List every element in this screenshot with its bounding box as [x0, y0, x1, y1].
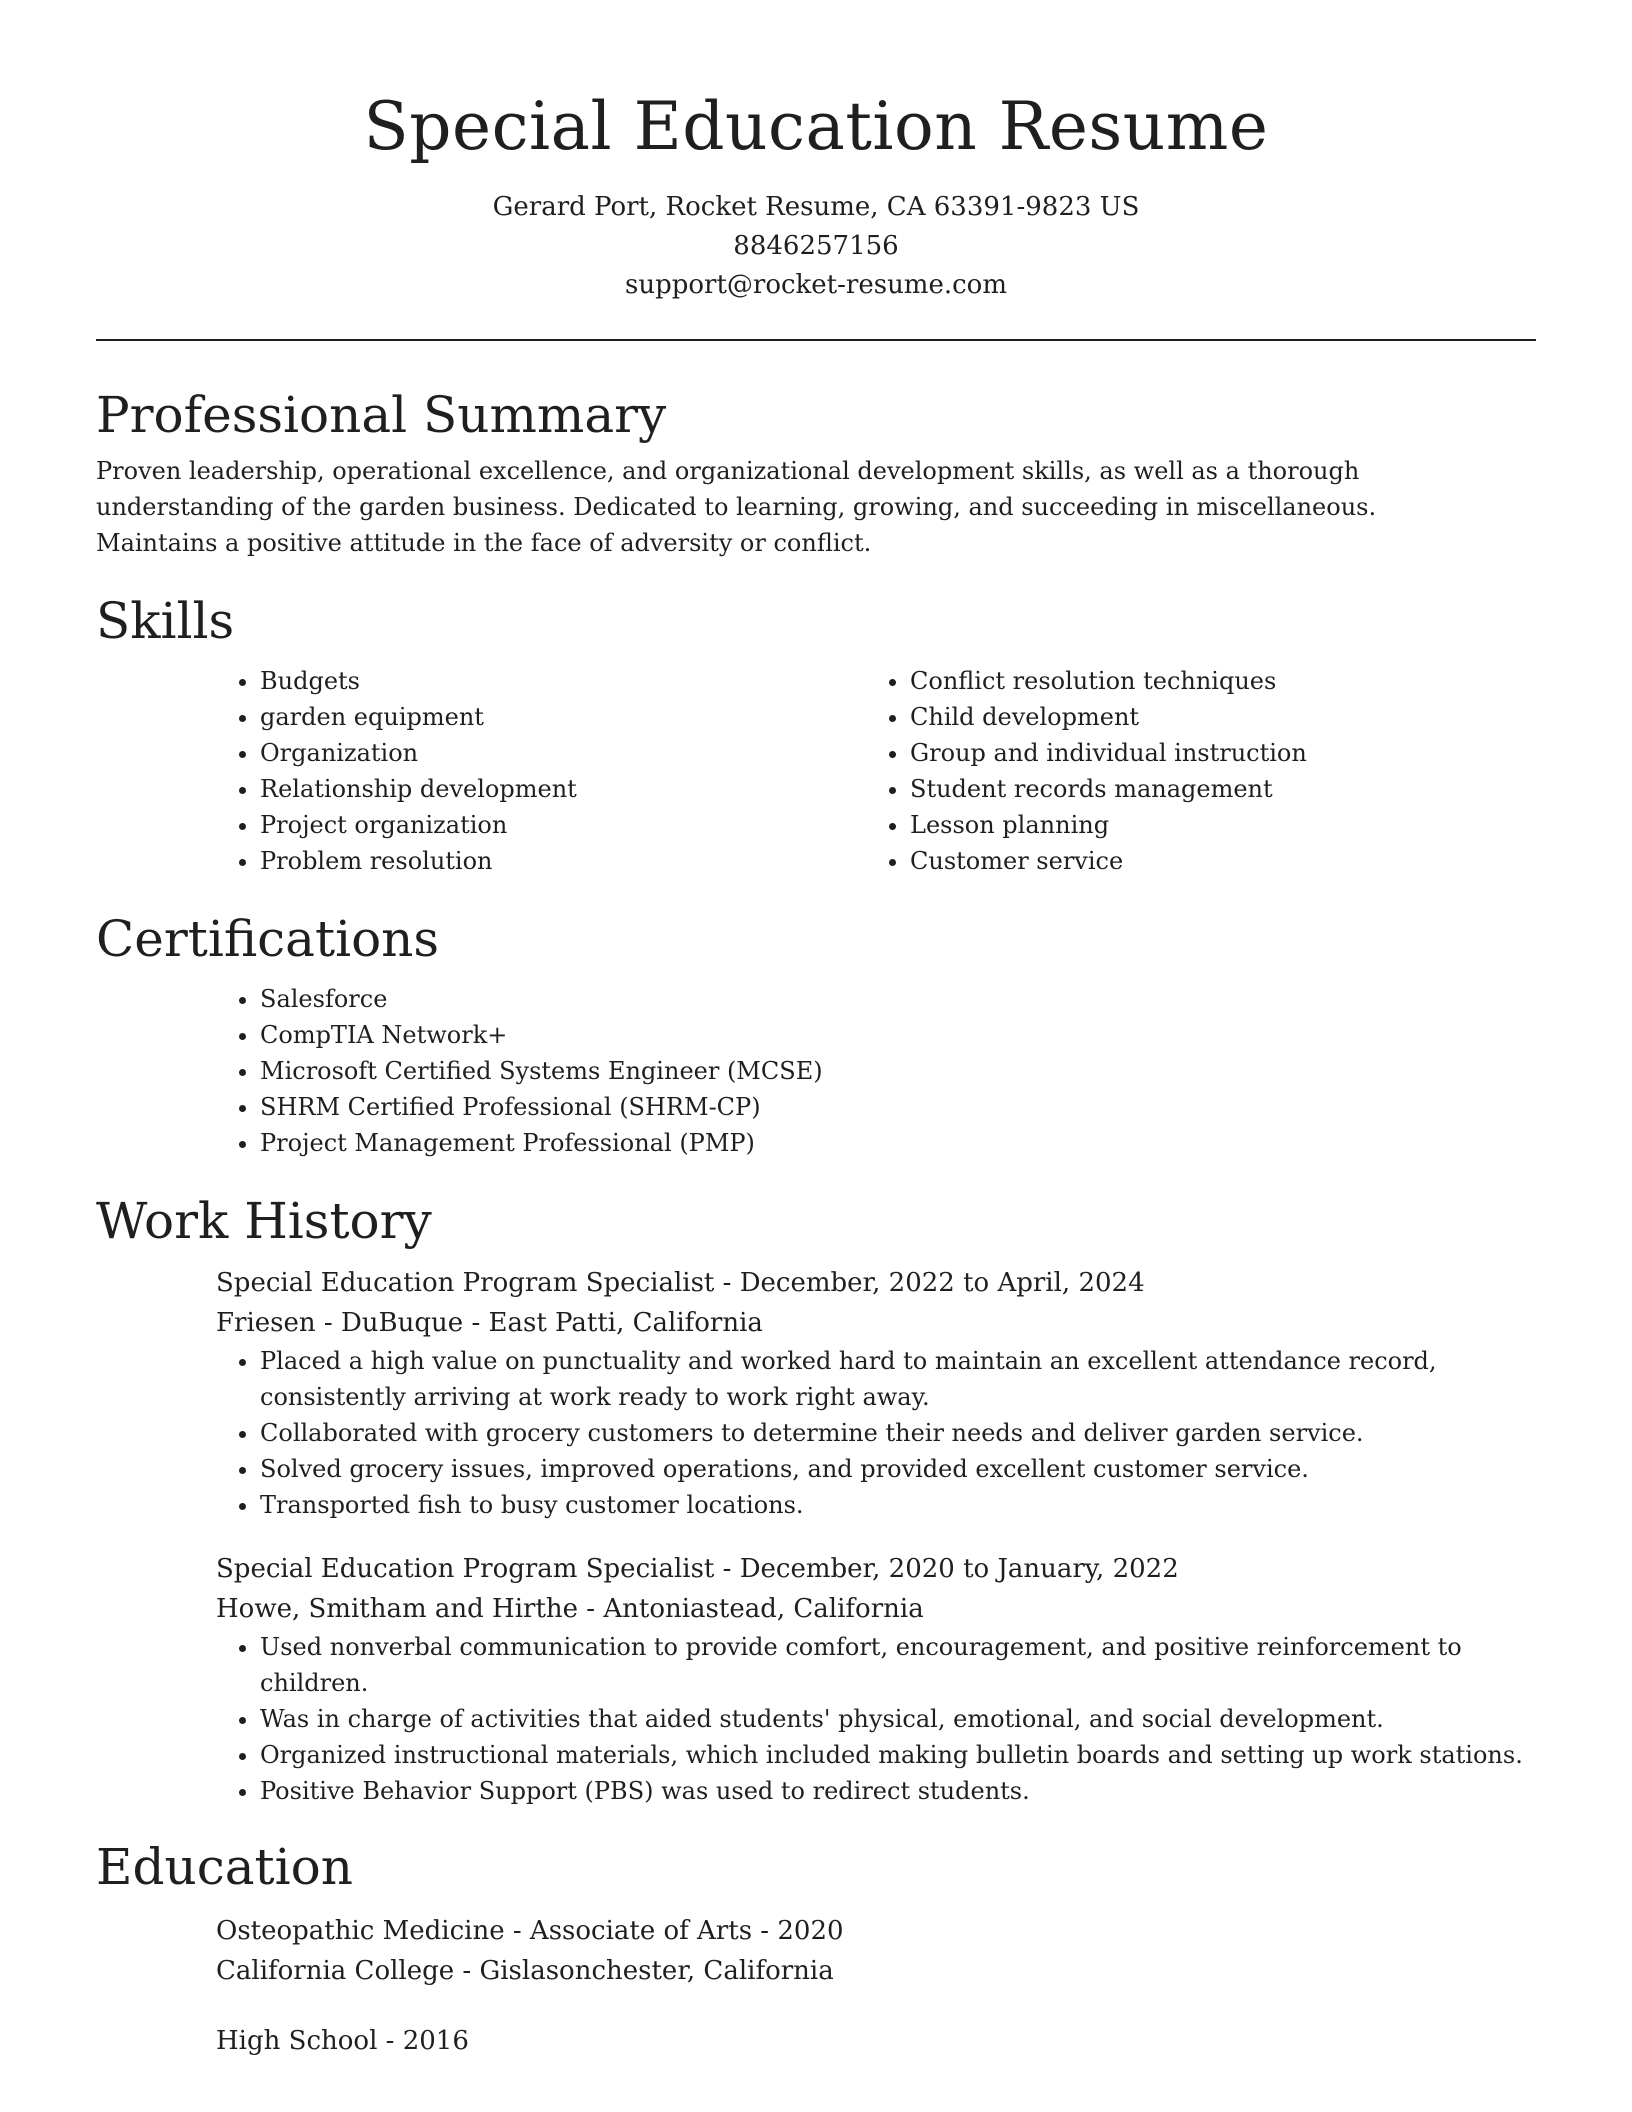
job-company: Howe, Smitham and Hirthe — [216, 1594, 579, 1624]
summary-heading: Professional Summary — [96, 386, 667, 444]
list-item: • Organization — [260, 735, 866, 771]
job-title-line — [216, 1549, 1536, 1589]
list-item: • Lesson planning — [910, 807, 1516, 843]
education-school-line: California College - Gislasonchester, California — [216, 1956, 834, 1986]
list-item: • Relationship development — [260, 771, 866, 807]
list-item: • Group and individual instruction — [910, 735, 1516, 771]
education-entry — [216, 1911, 1536, 1991]
list-item: • Collaborated with grocery customers to determine their needs and deliver garden service. — [260, 1415, 1536, 1451]
job-location: - East Patti, California — [463, 1308, 763, 1338]
list-item: • Positive Behavior Support (PBS) was used to redirect students. — [260, 1773, 1536, 1809]
list-item: • Placed a high value on punctuality and worked hard to maintain an excellent attendance record, consistently arriving at work ready to work right away. — [260, 1343, 1536, 1415]
education-body — [216, 1911, 1536, 2061]
contact-address: Gerard Port, Rocket Resume, CA 63391-9823 US — [492, 192, 1140, 222]
job-dates: - December, 2020 to January, 2022 — [714, 1554, 1179, 1584]
job-location: - Antoniastead, California — [578, 1594, 924, 1624]
job-title: Special Education Program Specialist — [216, 1268, 715, 1298]
work-history-section — [96, 1189, 1536, 1809]
job-title: Special Education Program Specialist — [216, 1554, 715, 1584]
certifications-body — [216, 981, 1536, 1161]
list-item: • SHRM Certified Professional (SHRM-CP) — [260, 1089, 1536, 1125]
job-title-line — [216, 1263, 1536, 1303]
job-bullets — [216, 1629, 1536, 1809]
list-item: • Solved grocery issues, improved operations, and provided excellent customer service. — [260, 1451, 1536, 1487]
job-company-line — [216, 1303, 1536, 1343]
job-company-line — [216, 1589, 1536, 1629]
list-item: • Customer service — [910, 843, 1516, 879]
skills-column-right — [866, 663, 1516, 879]
skills-section — [96, 589, 1536, 879]
contact-email: support@rocket-resume.com — [624, 270, 1007, 300]
work-history-heading: Work History — [96, 1192, 432, 1250]
job-bullets — [216, 1343, 1536, 1523]
contact-phone: 8846257156 — [733, 231, 899, 261]
list-item: • Student records management — [910, 771, 1516, 807]
skills-columns — [216, 663, 1536, 879]
list-item: • Problem resolution — [260, 843, 866, 879]
resume-header — [96, 0, 1536, 305]
job-company: Friesen - DuBuque — [216, 1308, 464, 1338]
education-degree-line: Osteopathic Medicine - Associate of Arts - 2020 — [216, 1916, 844, 1946]
job-entry — [216, 1263, 1536, 1523]
document-title: Special Education Resume — [363, 88, 1269, 165]
list-item: • Microsoft Certified Systems Engineer (MCSE) — [260, 1053, 1536, 1089]
list-item: • Project organization — [260, 807, 866, 843]
list-item: • Was in charge of activities that aided students' physical, emotional, and social development. — [260, 1701, 1536, 1737]
list-item: • garden equipment — [260, 699, 866, 735]
summary-text: Proven leadership, operational excellence, and organizational development skills, as well as a thorough understanding of the garden business. Dedicated to learning, growing, and succeeding in miscellaneous. Maintains a positive attitude in the face of adversity or conflict. — [96, 457, 1377, 557]
skills-list-right — [866, 663, 1516, 879]
skills-heading: Skills — [96, 592, 235, 650]
header-divider — [96, 339, 1536, 341]
summary-section — [96, 383, 1536, 561]
education-heading: Education — [96, 1838, 353, 1896]
certifications-heading: Certifications — [96, 910, 440, 968]
list-item: • Salesforce — [260, 981, 1536, 1017]
job-dates: - December, 2022 to April, 2024 — [714, 1268, 1145, 1298]
list-item: • Organized instructional materials, which included making bulletin boards and setting up work stations. — [260, 1737, 1536, 1773]
list-item: • Transported fish to busy customer locations. — [260, 1487, 1536, 1523]
list-item: • CompTIA Network+ — [260, 1017, 1536, 1053]
list-item: • Used nonverbal communication to provide comfort, encouragement, and positive reinforcement to children. — [260, 1629, 1536, 1701]
certifications-section — [96, 907, 1536, 1161]
education-degree-line: High School - 2016 — [216, 2026, 469, 2056]
certifications-list — [216, 981, 1536, 1161]
education-section — [96, 1835, 1536, 2061]
list-item: • Budgets — [260, 663, 866, 699]
contact-block — [96, 188, 1536, 305]
list-item: • Project Management Professional (PMP) — [260, 1125, 1536, 1161]
list-item: • Child development — [910, 699, 1516, 735]
skills-column-left — [216, 663, 866, 879]
education-entry — [216, 2021, 1536, 2061]
job-entry — [216, 1549, 1536, 1809]
skills-list-left — [216, 663, 866, 879]
list-item: • Conflict resolution techniques — [910, 663, 1516, 699]
